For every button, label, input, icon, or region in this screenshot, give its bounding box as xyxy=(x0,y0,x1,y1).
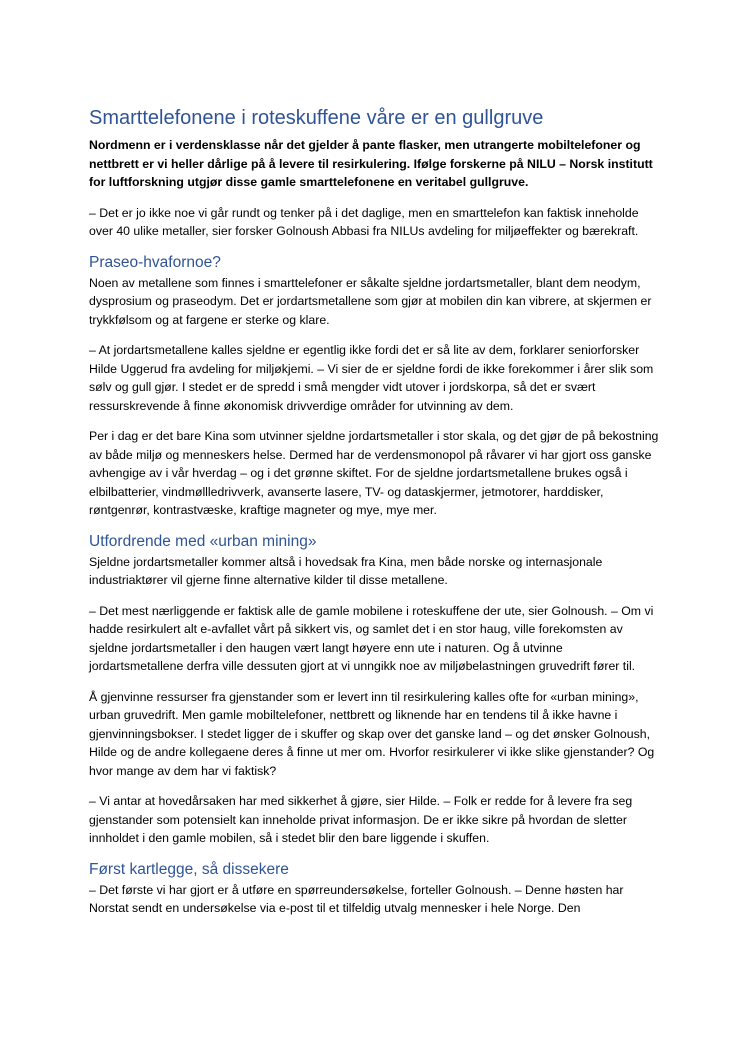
article-lead: Nordmenn er i verdensklasse når det gjelder å pante flasker, men utrangerte mobiltelefoner og nettbrett er vi heller dårlige på å levere til resirkulering. Ifølge forskerne på NILU – Norsk institutt for luftforskning utgjør disse gamle smarttelefonene en veritabel gullgruve. xyxy=(89,138,653,189)
section-heading-urban-mining: Utfordrende med «urban mining» xyxy=(89,532,317,550)
section-paragraph: Noen av metallene som finnes i smarttelefoner er såkalte sjeldne jordartsmetaller, blant dem neodym, dysprosium og praseodym. Det er jordartsmetallene som gjør at mobilen din kan vibrere, at skjermen er trykkfølsom og at fargene er sterke og klare. xyxy=(89,275,652,327)
section-heading-praseo: Praseo-hvafornoe? xyxy=(89,253,221,271)
section-paragraph: – Det mest nærliggende er faktisk alle de gamle mobilene i roteskuffene der ute, sier Golnoush. – Om vi hadde resirkulert alt e-avfallet vårt på sikkert vis, og samlet det i en stor haug, ville forekomsten av sjeldne jordartsmetaller i den haugen vært langt høyere enn ute i naturen. Og å utvinne jordartsmetallene derfra ville dessuten gjort at vi unngikk noe av miljøbelastningen gruvedrift fører til. xyxy=(89,603,654,673)
section-paragraph: – Det første vi har gjort er å utføre en spørreundersøkelse, forteller Golnoush. – Denne høsten har Norstat sendt en undersøkelse via e-post til et tilfeldig utvalg mennesker i hele Norge. Den xyxy=(89,882,624,915)
section-paragraph: Per i dag er det bare Kina som utvinner sjeldne jordartsmetaller i stor skala, og det gjør de på bekostning av både miljø og menneskers helse. Dermed har de verdensmonopol på råvarer vi har gjort oss ganske avhengige av i vår hverdag – og i det grønne skiftet. For de sjeldne jordartsmetallene brukes også i elbilbatterier, vindmøllledrivverk, avanserte lasere, TV- og dataskjermer, jetmotorer, harddisker, røntgenrør, kontrastvæske, kraftige magneter og mye, mye mer. xyxy=(89,429,659,517)
section-paragraph: Sjeldne jordartsmetaller kommer altså i hovedsak fra Kina, men både norske og internasjonale industriaktører vil gjerne finne alternative kilder til disse metallene. xyxy=(89,554,603,587)
article-title: Smarttelefonene i roteskuffene våre er en gullgruve xyxy=(89,107,544,129)
document-page xyxy=(89,106,659,930)
section-paragraph: – Vi antar at hovedårsaken har med sikkerhet å gjøre, sier Hilde. – Folk er redde for å levere fra seg gjenstander som potensielt kan inneholde privat informasjon. De er ikke sikre på hvordan de sletter innholdet i den gamle mobilen, så i stedet blir den bare liggende i skuffen. xyxy=(89,794,633,845)
article-intro: – Det er jo ikke noe vi går rundt og tenker på i det daglige, men en smarttelefon kan faktisk inneholde over 40 ulike metaller, sier forsker Golnoush Abbasi fra NILUs avdeling for miljøeffekter og bærekraft. xyxy=(89,205,639,238)
section-paragraph: Å gjenvinne ressurser fra gjenstander som er levert inn til resirkulering kalles ofte for «urban mining», urban gruvedrift. Men gamle mobiltelefoner, nettbrett og liknende har en tendens til å ikke havne i gjenvinningsbokser. I stedet ligger de i skuffer og skap over det ganske land – og det ønsker Golnoush, Hilde og de andre kollegaene deres å finne ut mer om. Hvorfor resirkulerer vi ikke slike gjenstander? Og hvor mange av dem har vi faktisk? xyxy=(89,689,655,778)
section-paragraph: – At jordartsmetallene kalles sjeldne er egentlig ikke fordi det er så lite av dem, forklarer seniorforsker Hilde Uggerud fra avdeling for miljøkjemi. – Vi sier de er sjeldne fordi de ikke forekommer i årer slik som sølv og gull gjør. I stedet er de spredd i små mengder vidt utover i jordskorpa, så det er svært ressurskrevende å finne økonomisk drivverdige områder for utvinning av dem. xyxy=(89,343,654,413)
section-heading-kartlegge: Først kartlegge, så dissekere xyxy=(89,860,289,878)
